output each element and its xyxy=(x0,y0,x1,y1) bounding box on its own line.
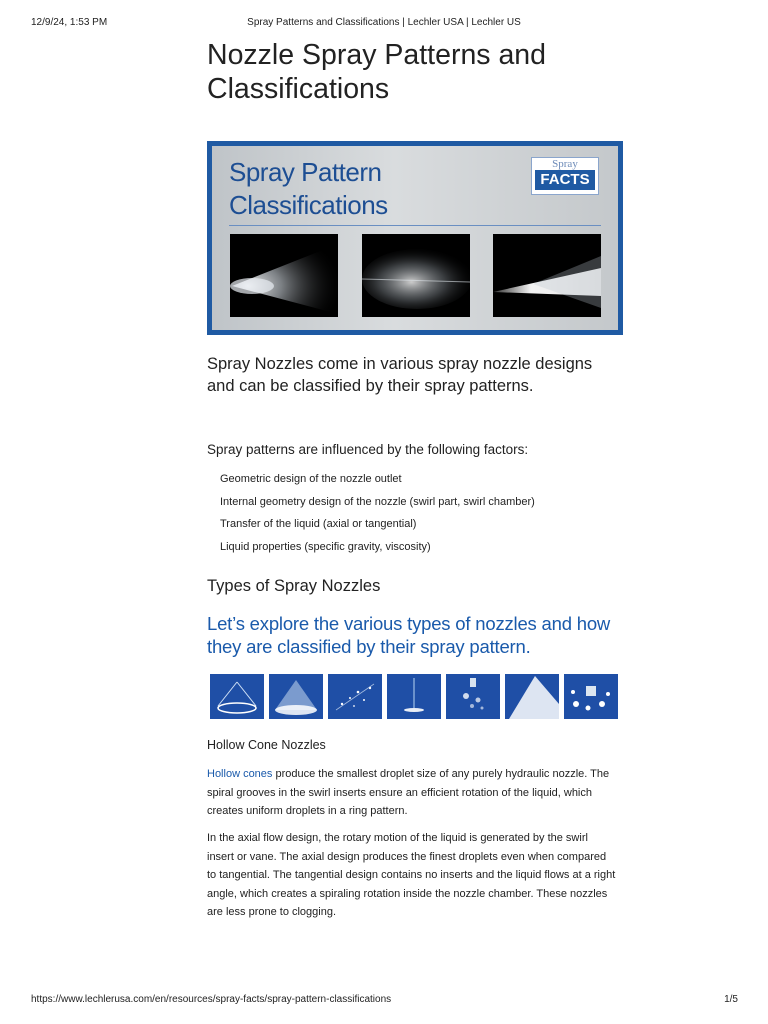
banner-divider xyxy=(229,225,601,226)
spray-photo-flat-fan xyxy=(362,234,470,317)
factor-item: Liquid properties (specific gravity, viscosity) xyxy=(220,541,431,553)
spray-facts-logo-small: Spray xyxy=(552,158,578,170)
nozzle-thumb-full-cone xyxy=(269,674,323,719)
section-title: Types of Spray Nozzles xyxy=(207,577,381,595)
paragraph-axial-flow: In the axial flow design, the rotary motion of the liquid is generated by the swirl insert or vane. The axial design produces the finest droplets even when compared to tangential. The tangential design contains no inserts and the liquid flows at a right angle, which creates a spiraling rotation inside the nozzle chamber. These nozzles are less prone to clogging. xyxy=(207,832,616,918)
hollow-cones-link[interactable]: Hollow cones xyxy=(207,768,273,780)
spray-photo-full-cone xyxy=(493,234,601,317)
paragraph-hollow-cones-text: produce the smallest droplet size of any purely hydraulic nozzle. The spiral grooves in the swirl inserts ensure an efficient rotation of the liquid, which creates uniform droplets in a ring pattern. xyxy=(207,768,610,817)
print-footer xyxy=(0,994,768,1008)
nozzle-thumb-flat-fan xyxy=(328,674,382,719)
nozzle-thumb-wide-fan xyxy=(505,674,559,719)
spray-photo-hollow-cone xyxy=(230,234,338,317)
spray-pattern-banner-image xyxy=(207,141,623,335)
explore-banner-text: Let’s explore the various types of nozzles and how they are classified by their spray pattern. xyxy=(207,613,611,657)
page-title: Nozzle Spray Patterns and Classifications xyxy=(207,39,547,105)
intro-lead: Spray Nozzles come in various spray nozzle designs and can be classified by their spray patterns. xyxy=(207,355,593,395)
nozzle-thumb-solid-stream xyxy=(387,674,441,719)
print-tab-title: Spray Patterns and Classifications | Lechler USA | Lechler US xyxy=(247,17,521,28)
factor-item: Internal geometry design of the nozzle (swirl part, swirl chamber) xyxy=(220,496,535,508)
factor-item: Transfer of the liquid (axial or tangential) xyxy=(220,518,417,530)
nozzle-thumb-rotating xyxy=(564,674,618,719)
banner-inner xyxy=(212,146,618,330)
factors-intro: Spray patterns are influenced by the following factors: xyxy=(207,442,529,457)
print-header xyxy=(0,17,768,31)
banner-title: Spray Pattern Classifications xyxy=(229,157,388,220)
subsection-title: Hollow Cone Nozzles xyxy=(207,738,326,752)
nozzle-thumb-hollow-cone xyxy=(210,674,264,719)
paragraph-hollow-cones xyxy=(207,765,617,821)
nozzle-thumb-air-atomizing xyxy=(446,674,500,719)
print-url: https://www.lechlerusa.com/en/resources/spray-facts/spray-pattern-classifications xyxy=(31,994,392,1005)
spray-facts-logo xyxy=(531,157,599,195)
print-page-number: 1/5 xyxy=(724,994,738,1005)
spray-facts-logo-big: FACTS xyxy=(535,170,595,190)
factor-item: Geometric design of the nozzle outlet xyxy=(220,473,402,485)
print-datetime: 12/9/24, 1:53 PM xyxy=(31,17,108,28)
